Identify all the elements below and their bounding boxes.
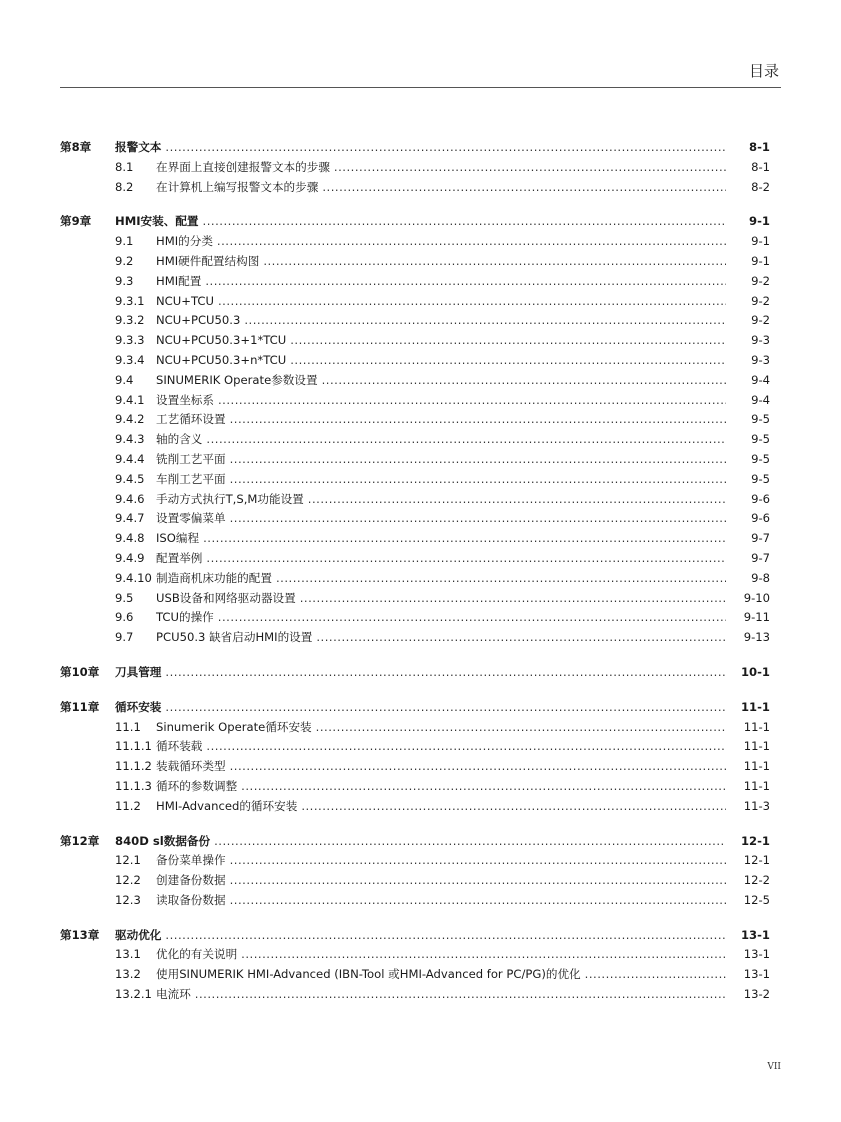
- entry-title: 循环装载: [156, 739, 203, 754]
- dot-leader: [290, 331, 726, 351]
- entry-title: 使用SINUMERIK HMI-Advanced (IBN-Tool 或HMI-Advanced for PC/PG)的优化: [156, 967, 581, 982]
- entry-title: USB设备和网络驱动器设置: [156, 590, 296, 605]
- entry-page: 12-1: [740, 833, 770, 848]
- toc-section-entry[interactable]: [60, 232, 770, 252]
- page-number: VII: [767, 1062, 781, 1072]
- toc-chapter-entry[interactable]: [60, 212, 770, 232]
- dot-leader: [165, 698, 726, 718]
- entry-page: 9-10: [743, 590, 770, 605]
- toc-section-entry[interactable]: [60, 608, 770, 628]
- entry-number: 9.4.1: [115, 392, 145, 407]
- entry-title: 刀具管理: [115, 664, 162, 679]
- dot-leader: [230, 757, 726, 777]
- toc-chapter: [60, 832, 770, 911]
- dot-leader: [230, 851, 726, 871]
- entry-title: 在界面上直接创建报警文本的步骤: [156, 159, 330, 174]
- entry-number: 8.2: [115, 179, 134, 194]
- entry-number: 9.4.4: [115, 451, 145, 466]
- entry-title: 电流环: [156, 987, 191, 1002]
- dot-leader: [316, 628, 726, 648]
- entry-title: 手动方式执行T,S,M功能设置: [156, 491, 304, 506]
- dot-leader: [203, 212, 726, 232]
- toc-section-entry[interactable]: [60, 430, 770, 450]
- dot-leader: [206, 549, 726, 569]
- entry-title: 轴的含义: [156, 432, 203, 447]
- page-header-title: 目录: [748, 62, 779, 80]
- dot-leader: [301, 797, 726, 817]
- toc-section-entry[interactable]: [60, 985, 770, 1005]
- entry-number: 9.4.6: [115, 491, 145, 506]
- dot-leader: [165, 926, 726, 946]
- entry-number: 9.4.3: [115, 432, 145, 447]
- entry-page: 9-6: [751, 511, 770, 526]
- toc-section-entry[interactable]: [60, 628, 770, 648]
- entry-number: 9.1: [115, 234, 134, 249]
- dot-leader: [585, 965, 726, 985]
- entry-title: 装载循环类型: [156, 759, 226, 774]
- entry-title: HMI硬件配置结构图: [156, 253, 260, 268]
- entry-title: 设置坐标系: [156, 392, 214, 407]
- entry-number: 12.2: [115, 873, 141, 888]
- entry-title: 备份菜单操作: [156, 853, 226, 868]
- entry-title: NCU+PCU50.3+n*TCU: [156, 352, 287, 367]
- dot-leader: [300, 589, 726, 609]
- entry-number: 9.4.5: [115, 471, 145, 486]
- toc-section-entry[interactable]: [60, 470, 770, 490]
- entry-page: 13-1: [743, 947, 770, 962]
- toc-chapter: [60, 212, 770, 648]
- toc-section-entry[interactable]: [60, 178, 770, 198]
- toc-section-entry[interactable]: [60, 589, 770, 609]
- entry-page: 8-2: [751, 179, 770, 194]
- entry-title: 设置零偏菜单: [156, 511, 226, 526]
- entry-page: 11-3: [743, 798, 770, 813]
- entry-page: 11-1: [743, 739, 770, 754]
- entry-number: 11.1.2: [115, 759, 152, 774]
- dot-leader: [206, 430, 726, 450]
- entry-page: 9-5: [751, 432, 770, 447]
- toc-section-entry[interactable]: [60, 529, 770, 549]
- dot-leader: [230, 891, 726, 911]
- toc-section-entry[interactable]: [60, 891, 770, 911]
- entry-number: 13.2: [115, 967, 141, 982]
- entry-number: 9.4: [115, 372, 134, 387]
- entry-number: 9.4.10: [115, 570, 152, 585]
- dot-leader: [322, 371, 726, 391]
- entry-number: 11.1: [115, 719, 141, 734]
- entry-number: 9.3.2: [115, 313, 145, 328]
- entry-number: 12.3: [115, 892, 141, 907]
- entry-number: 11.1.3: [115, 778, 152, 793]
- entry-page: 9-2: [751, 273, 770, 288]
- entry-page: 9-5: [751, 412, 770, 427]
- entry-number: 11.2: [115, 798, 141, 813]
- table-of-contents: [60, 138, 770, 1020]
- entry-title: TCU的操作: [156, 610, 214, 625]
- entry-title: 车削工艺平面: [156, 471, 226, 486]
- toc-section-entry[interactable]: [60, 569, 770, 589]
- entry-title: SINUMERIK Operate参数设置: [156, 372, 318, 387]
- dot-leader: [230, 450, 726, 470]
- entry-number: 第9章: [60, 214, 92, 229]
- dot-leader: [276, 569, 726, 589]
- entry-title: 840D sl数据备份: [115, 833, 211, 848]
- toc-chapter: [60, 663, 770, 683]
- toc-section-entry[interactable]: [60, 158, 770, 178]
- dot-leader: [218, 608, 726, 628]
- toc-section-entry[interactable]: [60, 549, 770, 569]
- dot-leader: [263, 252, 726, 272]
- entry-title: 读取备份数据: [156, 892, 226, 907]
- toc-section-entry[interactable]: [60, 797, 770, 817]
- entry-number: 第10章: [60, 664, 100, 679]
- entry-title: 铣削工艺平面: [156, 451, 226, 466]
- toc-section-entry[interactable]: [60, 965, 770, 985]
- entry-number: 9.5: [115, 590, 134, 605]
- toc-section-entry[interactable]: [60, 351, 770, 371]
- entry-title: 配置举例: [156, 550, 203, 565]
- entry-title: 创建备份数据: [156, 873, 226, 888]
- entry-number: 第13章: [60, 927, 100, 942]
- dot-leader: [165, 138, 726, 158]
- entry-number: 13.2.1: [115, 987, 152, 1002]
- entry-page: 9-3: [751, 333, 770, 348]
- entry-page: 9-8: [751, 570, 770, 585]
- entry-number: 9.3: [115, 273, 134, 288]
- toc-section-entry[interactable]: [60, 252, 770, 272]
- entry-number: 9.2: [115, 253, 134, 268]
- toc-chapter-entry[interactable]: [60, 926, 770, 946]
- dot-leader: [195, 985, 726, 1005]
- entry-title: ISO编程: [156, 531, 200, 546]
- dot-leader: [206, 737, 726, 757]
- entry-page: 9-1: [749, 214, 770, 229]
- entry-page: 9-6: [751, 491, 770, 506]
- toc-section-entry[interactable]: [60, 718, 770, 738]
- entry-number: 第8章: [60, 140, 92, 154]
- toc-section-entry[interactable]: [60, 851, 770, 871]
- toc-section-entry[interactable]: [60, 509, 770, 529]
- entry-title: 优化的有关说明: [156, 947, 238, 962]
- dot-leader: [316, 718, 726, 738]
- toc-section-entry[interactable]: [60, 371, 770, 391]
- entry-page: 11-1: [743, 759, 770, 774]
- entry-number: 9.4.9: [115, 550, 145, 565]
- entry-page: 12-1: [743, 853, 770, 868]
- entry-page: 13-1: [740, 927, 770, 942]
- entry-number: 9.3.4: [115, 352, 145, 367]
- header-divider: [60, 87, 781, 88]
- entry-page: 9-4: [751, 372, 770, 387]
- entry-title: HMI-Advanced的循环安装: [156, 798, 298, 813]
- entry-page: 9-5: [751, 471, 770, 486]
- entry-title: HMI安装、配置: [115, 214, 199, 229]
- dot-leader: [203, 529, 726, 549]
- entry-page: 10-1: [740, 664, 770, 679]
- entry-page: 11-1: [740, 699, 770, 714]
- dot-leader: [230, 470, 726, 490]
- toc-section-entry[interactable]: [60, 757, 770, 777]
- dot-leader: [218, 391, 726, 411]
- entry-number: 第12章: [60, 833, 100, 848]
- toc-chapter-entry[interactable]: [60, 138, 770, 158]
- entry-page: 8-1: [749, 140, 770, 154]
- dot-leader: [230, 410, 726, 430]
- toc-section-entry[interactable]: [60, 945, 770, 965]
- toc-section-entry[interactable]: [60, 272, 770, 292]
- toc-section-entry[interactable]: [60, 331, 770, 351]
- toc-chapter: [60, 138, 770, 197]
- entry-number: 9.3.3: [115, 333, 145, 348]
- entry-title: HMI配置: [156, 273, 202, 288]
- entry-page: 9-3: [751, 352, 770, 367]
- entry-page: 9-2: [751, 313, 770, 328]
- entry-title: NCU+PCU50.3: [156, 313, 241, 328]
- toc-chapter-entry[interactable]: [60, 663, 770, 683]
- toc-section-entry[interactable]: [60, 311, 770, 331]
- dot-leader: [334, 158, 726, 178]
- entry-number: 12.1: [115, 853, 141, 868]
- dot-leader: [205, 272, 726, 292]
- entry-page: 12-5: [743, 892, 770, 907]
- entry-title: 在计算机上编写报警文本的步骤: [156, 179, 319, 194]
- toc-chapter: [60, 698, 770, 817]
- toc-section-entry[interactable]: [60, 410, 770, 430]
- entry-page: 9-13: [743, 630, 770, 645]
- entry-number: 9.4.7: [115, 511, 145, 526]
- toc-section-entry[interactable]: [60, 777, 770, 797]
- toc-section-entry[interactable]: [60, 737, 770, 757]
- entry-page: 8-1: [751, 159, 770, 174]
- entry-page: 12-2: [743, 873, 770, 888]
- toc-chapter-entry[interactable]: [60, 698, 770, 718]
- entry-title: 循环安装: [115, 699, 162, 714]
- toc-section-entry[interactable]: [60, 292, 770, 312]
- dot-leader: [214, 832, 726, 852]
- toc-section-entry[interactable]: [60, 391, 770, 411]
- toc-chapter: [60, 926, 770, 1005]
- entry-page: 11-1: [743, 719, 770, 734]
- entry-number: 8.1: [115, 159, 134, 174]
- toc-chapter-entry[interactable]: [60, 832, 770, 852]
- entry-page: 9-1: [751, 253, 770, 268]
- entry-page: 11-1: [743, 778, 770, 793]
- entry-page: 9-7: [751, 550, 770, 565]
- entry-page: 9-1: [751, 234, 770, 249]
- entry-title: 工艺循环设置: [156, 412, 226, 427]
- entry-page: 13-1: [743, 967, 770, 982]
- entry-title: 制造商机床功能的配置: [156, 570, 272, 585]
- dot-leader: [322, 178, 726, 198]
- entry-title: 报警文本: [115, 140, 162, 154]
- entry-number: 9.3.1: [115, 293, 145, 308]
- entry-number: 9.7: [115, 630, 134, 645]
- dot-leader: [230, 871, 726, 891]
- entry-number: 9.6: [115, 610, 134, 625]
- toc-section-entry[interactable]: [60, 490, 770, 510]
- toc-section-entry[interactable]: [60, 871, 770, 891]
- entry-number: 13.1: [115, 947, 141, 962]
- entry-title: PCU50.3 缺省启动HMI的设置: [156, 630, 313, 645]
- entry-title: 驱动优化: [115, 927, 162, 942]
- dot-leader: [165, 663, 726, 683]
- dot-leader: [217, 232, 726, 252]
- entry-number: 9.4.8: [115, 531, 145, 546]
- entry-title: NCU+PCU50.3+1*TCU: [156, 333, 287, 348]
- entry-title: Sinumerik Operate循环安装: [156, 719, 312, 734]
- entry-title: 循环的参数调整: [156, 778, 238, 793]
- dot-leader: [241, 945, 726, 965]
- entry-page: 13-2: [743, 987, 770, 1002]
- dot-leader: [230, 509, 726, 529]
- dot-leader: [218, 292, 726, 312]
- entry-page: 9-4: [751, 392, 770, 407]
- entry-number: 11.1.1: [115, 739, 152, 754]
- dot-leader: [244, 311, 726, 331]
- entry-page: 9-5: [751, 451, 770, 466]
- entry-page: 9-11: [743, 610, 770, 625]
- dot-leader: [290, 351, 726, 371]
- entry-number: 第11章: [60, 699, 100, 714]
- entry-title: NCU+TCU: [156, 293, 214, 308]
- dot-leader: [241, 777, 726, 797]
- entry-title: HMI的分类: [156, 234, 213, 249]
- entry-page: 9-2: [751, 293, 770, 308]
- toc-section-entry[interactable]: [60, 450, 770, 470]
- entry-number: 9.4.2: [115, 412, 145, 427]
- dot-leader: [308, 490, 726, 510]
- entry-page: 9-7: [751, 531, 770, 546]
